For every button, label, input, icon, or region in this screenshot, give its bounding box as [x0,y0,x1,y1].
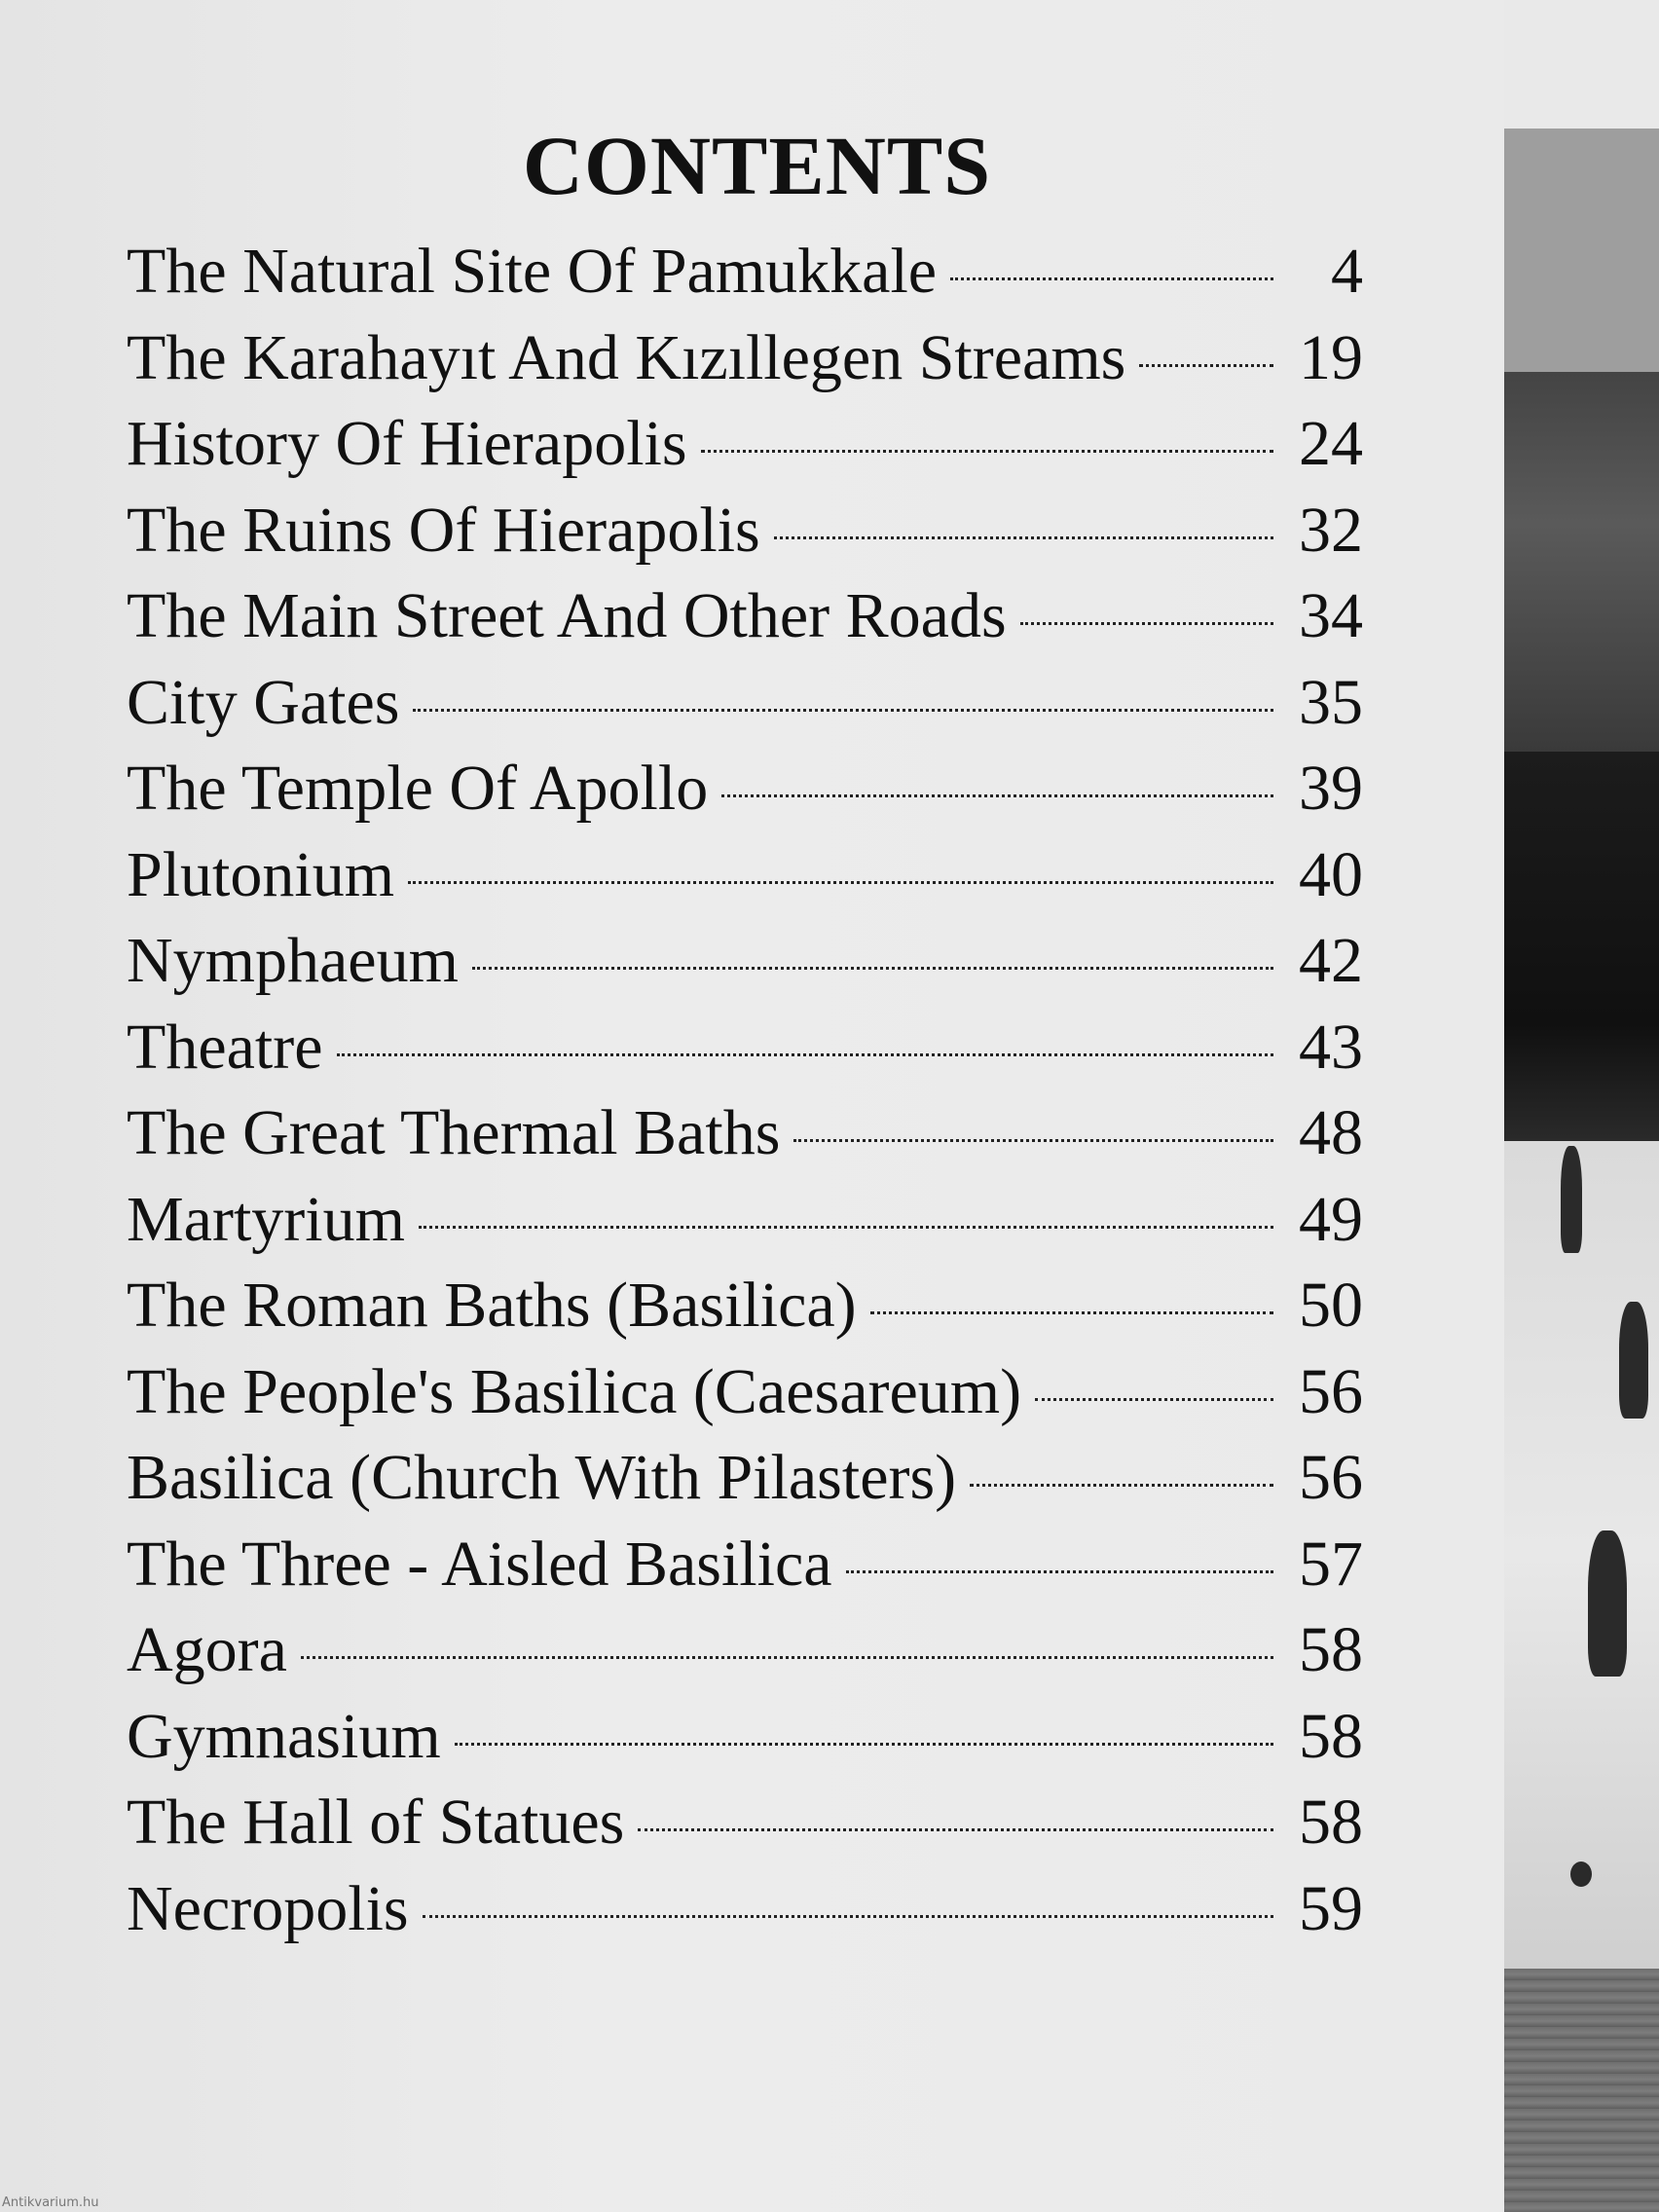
dot-leader [721,794,1273,797]
toc-entry-label: The Roman Baths (Basilica) [127,1270,857,1341]
toc-entry [127,1435,1363,1522]
toc-entry [127,1005,1363,1091]
toc-entry-page: 57 [1299,1528,1363,1600]
toc-entry-label: Martyrium [127,1183,405,1255]
toc-entry-page: 56 [1299,1355,1363,1427]
dot-leader [423,1915,1273,1918]
photo-person [1588,1530,1627,1677]
toc-entry-page: 58 [1299,1787,1363,1858]
toc-entry [127,401,1363,488]
toc-entry-page: 48 [1299,1097,1363,1168]
dot-leader [950,277,1273,280]
photo-person [1561,1146,1582,1253]
toc-entry-label: Plutonium [127,838,395,910]
dot-leader [1139,364,1273,367]
toc-entry [127,1263,1363,1349]
toc-entry-page: 58 [1299,1614,1363,1685]
toc-entry-label: The Ruins Of Hierapolis [127,494,760,566]
photo-person [1570,1862,1592,1887]
toc-entry-page: 40 [1299,838,1363,910]
photo-terraces [1504,1141,1659,1969]
toc-entry-page: 4 [1331,236,1363,307]
toc-entry-page: 32 [1299,494,1363,566]
dot-leader [419,1226,1273,1229]
toc-entry-label: Nymphaeum [127,925,459,996]
photo-hillside [1504,372,1659,752]
toc-entry-page: 59 [1299,1872,1363,1944]
toc-entry [127,1090,1363,1177]
toc-entry [127,1866,1363,1953]
toc-entry-label: The People's Basilica (Caesareum) [127,1355,1022,1427]
toc-entry [127,1780,1363,1866]
toc-entry-page: 19 [1299,321,1363,393]
toc-entry-label: Theatre [127,1011,323,1083]
toc-entry-page: 56 [1299,1442,1363,1513]
toc-entry-label: The Hall of Statues [127,1787,625,1858]
toc-entry [127,1349,1363,1436]
toc-entry-page: 24 [1299,408,1363,479]
toc-entry [127,1607,1363,1694]
dot-leader [793,1139,1273,1142]
photo-sky [1504,129,1659,372]
toc-entry [127,229,1363,315]
toc-entry-label: The Three - Aisled Basilica [127,1528,832,1600]
toc-entry-label: Necropolis [127,1872,409,1944]
dot-leader [455,1743,1273,1746]
dot-leader [408,881,1273,884]
dot-leader [337,1053,1273,1056]
toc-entry-page: 43 [1299,1011,1363,1083]
table-of-contents [127,229,1363,1952]
toc-entry-label: Gymnasium [127,1700,441,1772]
toc-entry-label: History Of Hierapolis [127,408,687,479]
toc-entry [127,918,1363,1005]
toc-entry [127,488,1363,574]
dot-leader [970,1484,1273,1487]
dot-leader [1020,622,1273,625]
toc-entry-label: The Natural Site Of Pamukkale [127,236,938,307]
dot-leader [301,1656,1273,1659]
toc-entry [127,315,1363,402]
dot-leader [870,1311,1273,1314]
toc-entry-label: Basilica (Church With Pilasters) [127,1442,957,1513]
dot-leader [638,1828,1273,1831]
dot-leader [1035,1398,1273,1401]
dot-leader [701,450,1273,453]
toc-entry [127,746,1363,832]
toc-entry [127,832,1363,919]
dot-leader [413,709,1273,712]
page-title: CONTENTS [522,119,992,212]
toc-entry-page: 35 [1299,666,1363,738]
watermark: Antikvarium.hu [2,2195,99,2210]
toc-entry-page: 58 [1299,1700,1363,1772]
toc-entry-page: 42 [1299,925,1363,996]
toc-entry [127,573,1363,660]
dot-leader [774,536,1273,539]
travertine-photo [1504,129,1659,2212]
toc-entry-page: 50 [1299,1270,1363,1341]
toc-entry-label: Agora [127,1614,287,1685]
toc-entry-label: The Great Thermal Baths [127,1097,781,1168]
toc-entry [127,660,1363,747]
toc-entry [127,1694,1363,1781]
toc-entry-page: 39 [1299,753,1363,824]
dot-leader [846,1570,1273,1573]
photo-trees [1504,752,1659,1141]
toc-entry [127,1522,1363,1608]
photo-pool [1504,1969,1659,2212]
toc-entry-label: City Gates [127,666,400,738]
toc-entry-label: The Temple Of Apollo [127,753,709,824]
toc-entry-page: 34 [1299,580,1363,651]
photo-person [1619,1302,1648,1419]
toc-entry-label: The Main Street And Other Roads [127,580,1007,651]
toc-entry-page: 49 [1299,1183,1363,1255]
toc-entry [127,1177,1363,1264]
toc-entry-label: The Karahayıt And Kızıllegen Streams [127,321,1126,393]
dot-leader [472,967,1273,970]
